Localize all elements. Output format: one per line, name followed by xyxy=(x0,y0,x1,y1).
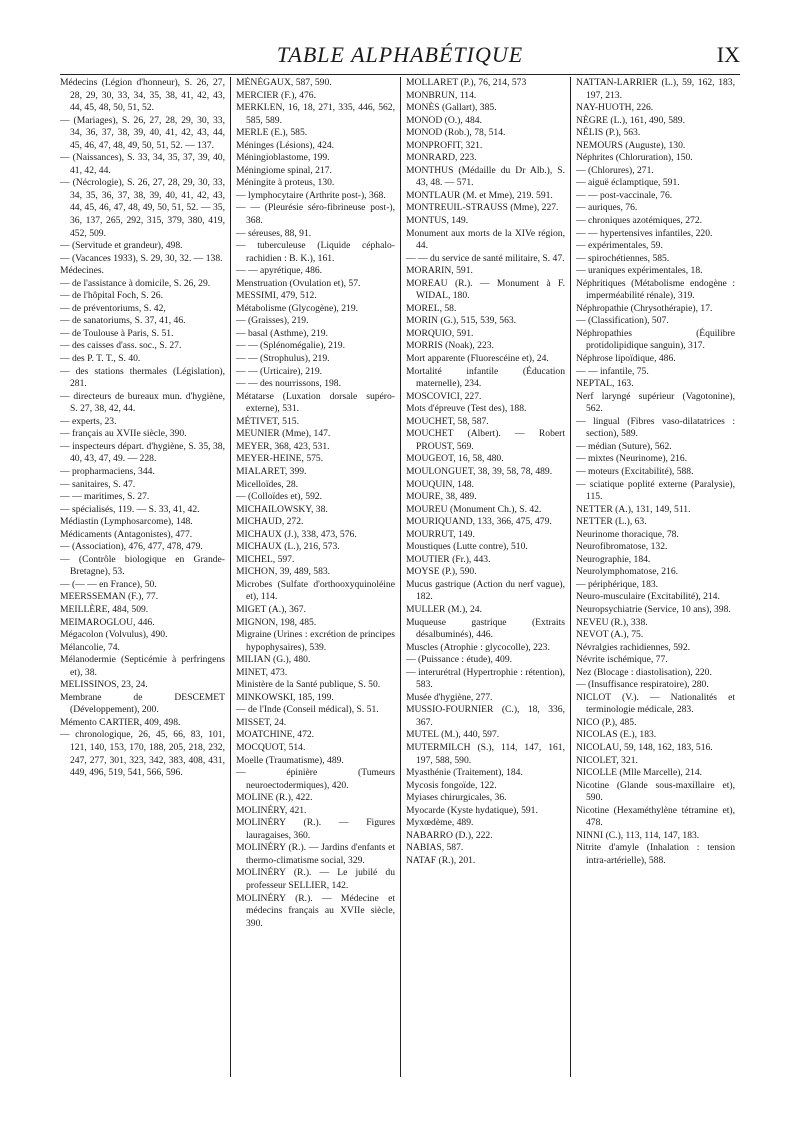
index-entry: Néphropathies (Équilibre protidolipidique sanguin), 317. xyxy=(576,327,735,352)
index-entry: — des caisses d'ass. soc., S. 27. xyxy=(60,340,182,352)
index-entry: MONRARD, 223. xyxy=(406,152,477,164)
index-entry: Myiases chirurgicales, 36. xyxy=(406,792,507,804)
index-entry: MERCIER (F.), 476. xyxy=(236,89,316,101)
index-entry: — de sanatoriums, S. 37, 41, 46. xyxy=(60,315,186,327)
index-entry: NICOLAS (E.), 183. xyxy=(576,729,657,741)
index-entry: — des stations thermales (Législation), 281. xyxy=(60,365,225,390)
index-entry: NICLOT (V.). — Nationalités et terminologie médicale, 283. xyxy=(576,691,735,716)
index-entry: MONOD (O.), 484. xyxy=(406,114,482,126)
index-entry: NÉLIS (P.), 563. xyxy=(576,127,641,139)
index-entry: Mélanodermie (Septicémie à perfringens et), 38. xyxy=(60,654,225,678)
index-entry: MICHAUX (L.), 216, 573. xyxy=(236,541,340,553)
index-entry: — (Classification), 507. xyxy=(576,315,669,327)
index-entry: — séreuses, 88, 91. xyxy=(236,227,312,239)
index-entry: — de l'hôpital Foch, S. 26. xyxy=(60,290,163,302)
index-entry: Neurinome thoracique, 78. xyxy=(576,528,679,540)
index-entry: MOREL, 58. xyxy=(406,302,457,314)
index-entry: NATAF (R.), 201. xyxy=(406,854,476,866)
header-rule xyxy=(60,74,740,75)
index-entry: MIGNON, 198, 485. xyxy=(236,616,317,628)
index-entry: Muscles (Atrophie : glycocolle), 223. xyxy=(406,641,550,653)
index-entry: — (Nécrologie), S. 26, 27, 28, 29, 30, 33, 34, 35, 36, 37, 38, 39, 40, 41, 42, 43, 44, 45, 46, 47, 48, 49, 50, 51, 52. — 35, 36, 137, 265, 292, 315, 379, 380, 419, 452, 509. xyxy=(60,177,225,239)
index-entry: Moustiques (Lutte contre), 510. xyxy=(406,541,528,553)
index-entry: — chronologique, 26, 45, 66, 83, 101, 121, 140, 153, 170, 188, 205, 218, 232, 247, 277, 301, 323, 342, 383, 408, 431, 449, 496, 519, 541, 566, 596. xyxy=(60,729,225,779)
index-entry: — (Insuffisance respiratoire), 280. xyxy=(576,679,709,691)
index-entry: NEPTAL, 163. xyxy=(576,378,634,390)
index-entry: — aiguë éclamptique, 591. xyxy=(576,177,680,189)
index-entry: — — des nourrissons, 198. xyxy=(236,378,341,390)
index-entry: — tuberculeuse (Liquide céphalo-rachidien : B. K.), 161. xyxy=(236,240,395,264)
index-entry: MOLINÉRY, 421. xyxy=(236,804,307,816)
index-columns xyxy=(60,77,740,1077)
index-entry: NATTAN-LARRIER (L.), 59, 162, 183, 197, 213. xyxy=(576,77,735,101)
index-entry: MONTREUIL-STRAUSS (Mme), 227. xyxy=(406,202,559,214)
index-entry: Ministère de la Santé publique, S. 50. xyxy=(236,679,381,691)
page-header xyxy=(60,42,740,72)
index-entry: — (Naissances), S. 33, 34, 35, 37, 39, 40, 41, 42, 44. xyxy=(60,152,225,176)
index-entry: — propharmaciens, 344. xyxy=(60,465,155,477)
index-entry: MEERSSEMAN (F.), 77. xyxy=(60,591,159,603)
index-entry: Nez (Blocage : diastolisation), 220. xyxy=(576,666,712,678)
index-entry: MUSSIO-FOURNIER (C.), 18, 336, 367. xyxy=(406,704,565,728)
index-entry: Méningite à proteus, 130. xyxy=(236,177,335,189)
index-entry: Néphrites (Chloruration), 150. xyxy=(576,152,693,164)
page-title: TABLE ALPHABÉTIQUE xyxy=(276,42,524,67)
index-entry: MOUREU (Monument Ch.), S. 42. xyxy=(406,503,542,515)
index-entry: MUTERMILCH (S.), 114, 147, 161, 197, 588, 590. xyxy=(406,741,565,766)
index-entry: NABARRO (D.), 222. xyxy=(406,829,493,841)
index-entry: MIALARET, 399. xyxy=(236,465,307,477)
index-entry: NICOLET, 321. xyxy=(576,754,638,766)
index-entry: Microbes (Sulfate d'orthooxyquinoléine et), 114. xyxy=(236,578,395,603)
index-entry: Moelle (Traumatisme), 489. xyxy=(236,754,344,766)
index-entry: — (Association), 476, 477, 478, 479. xyxy=(60,541,203,553)
index-entry: — — du service de santé militaire, S. 47. xyxy=(406,252,565,264)
index-entry: MONTUS, 149. xyxy=(406,215,469,227)
index-entry: Neurographie, 184. xyxy=(576,553,651,565)
index-entry: Métabolisme (Glycogène), 219. xyxy=(236,302,359,314)
index-entry: Membrane de DESCEMET (Développement), 200. xyxy=(60,691,225,716)
index-entry: MOLINÉRY (R.). — Figures lauragaises, 360. xyxy=(236,817,395,841)
index-entry: — expérimentales, 59. xyxy=(576,240,663,252)
index-entry: NÈGRE (L.), 161, 490, 589. xyxy=(576,114,685,126)
index-entry: MOLLARET (P.), 76, 214, 573 xyxy=(406,77,527,88)
index-entry: NINNI (C.), 113, 114, 147, 183. xyxy=(576,829,700,841)
index-entry: Musée d'hygiène, 277. xyxy=(406,691,493,703)
index-entry: MISSET, 24. xyxy=(236,716,287,728)
index-entry: NEVOT (A.), 75. xyxy=(576,629,644,641)
index-entry: MOYSE (P.), 590. xyxy=(406,566,477,578)
index-entry: Muqueuse gastrique (Extraits désalbuminés), 446. xyxy=(406,616,565,641)
index-entry: — lingual (Fibres vaso-dilatatrices : section), 589. xyxy=(576,415,735,440)
index-entry: MIGET (A.), 367. xyxy=(236,603,306,615)
index-entry: NICOLLE (Mlle Marcelle), 214. xyxy=(576,767,703,779)
index-entry: NAY-HUOTH, 226. xyxy=(576,102,654,114)
index-entry: — chroniques azotémiques, 272. xyxy=(576,215,703,227)
index-entry: — — (Pleurésie séro-fibrineuse post-), 368. xyxy=(236,202,395,227)
index-entry: NETTER (L.), 63. xyxy=(576,516,647,528)
index-entry: — (Mariages), S. 26, 27, 28, 29, 30, 33, 34, 36, 37, 38, 39, 40, 41, 42, 43, 44, 45, 46, 47, 48, 49, 50, 51, 52. — 137. xyxy=(60,114,225,151)
index-entry: Neurofibromatose, 132. xyxy=(576,541,668,553)
index-entry: NICO (P.), 485. xyxy=(576,716,637,728)
index-entry: — interurétral (Hypertrophie : rétention), 583. xyxy=(406,666,565,691)
index-entry: MOSCOVICI, 227. xyxy=(406,390,482,402)
index-entry: Myocarde (Kyste hydatique), 591. xyxy=(406,804,538,816)
index-entry: — — (Splénomégalie), 219. xyxy=(236,340,345,352)
index-entry: Neuro-musculaire (Excitabilité), 214. xyxy=(576,591,720,603)
index-entry: Néphritiques (Métabolisme endogène : imperméabilité rénale), 319. xyxy=(576,277,735,302)
index-entry: MOULONGUET, 38, 39, 58, 78, 489. xyxy=(406,465,553,477)
index-entry: MEYER-HEINE, 575. xyxy=(236,453,324,465)
index-entry: MICHON, 39, 489, 583. xyxy=(236,566,331,578)
index-entry: Mémento CARTIER, 409, 498. xyxy=(60,716,181,728)
index-entry: Méningioblastome, 199. xyxy=(236,152,330,164)
index-entry: MOURE, 38, 489. xyxy=(406,491,477,503)
index-entry: — (Servitude et grandeur), 498. xyxy=(60,240,183,252)
index-entry: Médicaments (Antagonistes), 477. xyxy=(60,528,193,540)
index-entry: — (Colloïdes et), 592. xyxy=(236,491,323,503)
index-entry: MOURRUT, 149. xyxy=(406,528,475,540)
index-entry: MONPROFIT, 321. xyxy=(406,139,483,151)
index-entry: — inspecteurs départ. d'hygiène, S. 35, 38, 40, 43, 47, 49. — 228. xyxy=(60,440,225,465)
index-entry: Méningiome spinal, 217. xyxy=(236,164,332,176)
index-entry: — sciatique poplité externe (Paralysie), 115. xyxy=(576,478,735,503)
index-entry: MICHEL, 597. xyxy=(236,553,295,565)
index-entry: MOLINÉRY (R.). — Le jubilé du professeur SELLIER, 142. xyxy=(236,867,395,891)
index-entry: — spirochétiennes, 585. xyxy=(576,252,670,264)
index-entry: — de préventoriums, S. 42, xyxy=(60,302,166,314)
index-entry: — experts, 23. xyxy=(60,415,117,427)
index-entry: — directeurs de bureaux mun. d'hygiène, S. 27, 38, 42, 44. xyxy=(60,390,225,415)
index-entry: — de l'Inde (Conseil médical), S. 51. xyxy=(236,704,379,716)
index-entry: — — (Strophulus), 219. xyxy=(236,353,330,365)
index-entry: NEMOURS (Auguste), 130. xyxy=(576,139,686,151)
index-entry: MEIMAROGLOU, 446. xyxy=(60,616,155,628)
index-entry: Néphrose lipoïdique, 486. xyxy=(576,353,676,365)
index-entry: MEILLÈRE, 484, 509. xyxy=(60,603,149,615)
index-entry: MERKLEN, 16, 18, 271, 335, 446, 562, 585, 589. xyxy=(236,102,395,126)
index-entry: MORARIN, 591. xyxy=(406,265,473,277)
index-entry: MICHAUD, 272. xyxy=(236,516,304,528)
index-entry: Mortalité infantile (Éducation maternelle), 234. xyxy=(406,365,565,390)
index-entry: — — (Urticaire), 219. xyxy=(236,365,323,377)
index-entry: MÉTIVET, 515. xyxy=(236,415,299,427)
index-entry: Nicotine (Hexaméthylène tétramine et), 478. xyxy=(576,804,735,829)
index-entry: — (Vacances 1933), S. 29, 30, 32. — 138. xyxy=(60,252,223,264)
index-entry: Monument aux morts de la XIVe région, 44. xyxy=(406,227,565,252)
index-column-3 xyxy=(400,77,570,1077)
index-entry: MICHAUX (J.), 338, 473, 576. xyxy=(236,528,357,540)
index-entry: — des P. T. T., S. 40. xyxy=(60,353,141,365)
index-entry: MULLER (M.), 24. xyxy=(406,603,482,615)
index-entry: — (Graisses), 219. xyxy=(236,315,309,327)
index-entry: Mycosis fongoïde, 122. xyxy=(406,779,497,791)
index-entry: — médian (Suture), 562. xyxy=(576,440,672,452)
index-entry: MOATCHINE, 472. xyxy=(236,729,315,741)
index-entry: MORQUIO, 591. xyxy=(406,327,474,339)
index-entry: MÉNÉGAUX, 587, 590. xyxy=(236,77,332,88)
index-entry: MOUTIER (Fr.), 443. xyxy=(406,553,491,565)
index-entry: NEVEU (R.), 338. xyxy=(576,616,648,628)
index-entry: Migraine (Urines : excrétion de principes hypophysaires), 539. xyxy=(236,629,395,653)
index-entry: Neurolymphomatose, 216. xyxy=(576,566,679,578)
index-entry: — — hypertensives infantiles, 220. xyxy=(576,227,713,239)
index-entry: MOUCHET, 58, 587. xyxy=(406,415,489,427)
index-entry: Myasthénie (Traitement), 184. xyxy=(406,767,523,779)
index-entry: — de Toulouse à Paris, S. 51. xyxy=(60,327,174,339)
index-entry: MONTLAUR (M. et Mme), 219. 591. xyxy=(406,189,553,201)
index-entry: Médecines. xyxy=(60,265,104,277)
index-entry: MICHAILOWSKY, 38. xyxy=(236,503,328,515)
index-entry: — français au XVIIe siècle, 390. xyxy=(60,428,187,440)
index-entry: Médiastin (Lymphosarcome), 148. xyxy=(60,516,193,528)
index-entry: Nicotine (Glande sous-maxillaire et), 590. xyxy=(576,779,735,804)
index-entry: — — apyrétique, 486. xyxy=(236,265,323,277)
index-entry: Mélancolie, 74. xyxy=(60,641,120,653)
index-entry: MORIN (G.), 515, 539, 563. xyxy=(406,315,517,327)
index-entry: MONTHUS (Médaille du Dr Alb.), S. 43, 48. — 571. xyxy=(406,164,565,189)
index-entry: Métatarse (Luxation dorsale supéro-externe), 531. xyxy=(236,390,395,415)
index-entry: MILIAN (G.), 480. xyxy=(236,654,311,666)
index-entry: MEYER, 368, 423, 531. xyxy=(236,440,330,452)
index-entry: MOREAU (R.). — Monument à F. WIDAL, 180. xyxy=(406,277,565,302)
index-entry: MORRIS (Noak), 223. xyxy=(406,340,494,352)
index-entry: Nitrite d'amyle (Inhalation : tension intra-artérielle), 588. xyxy=(576,842,735,866)
index-entry: MINKOWSKI, 185, 199. xyxy=(236,691,334,703)
index-entry: MESSIMI, 479, 512. xyxy=(236,290,317,302)
index-entry: — basal (Asthme), 219. xyxy=(236,327,328,339)
index-entry: Micelloïdes, 28. xyxy=(236,478,299,490)
index-entry: Mots d'épreuve (Test des), 188. xyxy=(406,403,527,415)
index-entry: Myxœdème, 489. xyxy=(406,817,474,829)
index-entry: — auriques, 76. xyxy=(576,202,638,214)
index-entry: — — infantile, 75. xyxy=(576,365,649,377)
index-entry: — périphérique, 183. xyxy=(576,578,659,590)
index-entry: Menstruation (Ovulation et), 57. xyxy=(236,277,361,289)
index-entry: Méninges (Lésions), 424. xyxy=(236,139,335,151)
index-entry: Mucus gastrique (Action du nerf vague), 182. xyxy=(406,578,565,603)
index-entry: MOUCHET (Albert). — Robert PROUST, 569. xyxy=(406,428,565,452)
index-entry: MOCQUOT, 514. xyxy=(236,741,306,753)
index-entry: MOLINE (R.), 422. xyxy=(236,792,313,804)
page-number: IX xyxy=(716,42,740,67)
index-entry: — épinière (Tumeurs neuroectodermiques), 420. xyxy=(236,767,395,791)
index-entry: MONÈS (Gallart), 385. xyxy=(406,102,497,114)
index-entry: NICOLAU, 59, 148, 162, 183, 516. xyxy=(576,741,713,753)
index-entry: Mort apparente (Fluorescéine et), 24. xyxy=(406,353,549,365)
index-entry: — (— — en France), 50. xyxy=(60,578,157,590)
index-entry: MEUNIER (Mme), 147. xyxy=(236,428,331,440)
index-entry: — mixtes (Neurinome), 216. xyxy=(576,453,688,465)
index-entry: MOURIQUAND, 133, 366, 475, 479. xyxy=(406,516,552,528)
index-entry: MONOD (Rob.), 78, 514. xyxy=(406,127,506,139)
index-entry: MONBRUN, 114. xyxy=(406,89,477,101)
index-column-1 xyxy=(60,77,230,1077)
index-entry: Névrite ischémique, 77. xyxy=(576,654,668,666)
index-entry: Neuropsychiatrie (Service, 10 ans), 398. xyxy=(576,603,731,615)
index-entry: MOUGEOT, 16, 58, 480. xyxy=(406,453,504,465)
index-entry: NABIAS, 587. xyxy=(406,842,464,854)
index-entry: — (Puissance : étude), 409. xyxy=(406,654,513,666)
index-entry: Néphropathie (Chrysothérapie), 17. xyxy=(576,302,713,314)
index-entry: — spécialisés, 119. — S. 33, 41, 42. xyxy=(60,503,200,515)
index-entry: — de l'assistance à domicile, S. 26, 29. xyxy=(60,277,211,289)
index-entry: MOUQUIN, 148. xyxy=(406,478,474,490)
index-entry: — sanitaires, S. 47. xyxy=(60,478,136,490)
index-entry: — — maritimes, S. 27. xyxy=(60,491,150,503)
index-entry: Médecins (Légion d'honneur), S. 26, 27, 28, 29, 30, 33, 34, 35, 38, 41, 42, 43, 44, 45, 48, 50, 51, 52. xyxy=(60,77,225,114)
index-entry: MELISSINOS, 23, 24. xyxy=(60,679,148,691)
index-entry: MERLE (E.), 585. xyxy=(236,127,308,139)
index-entry: Névralgies rachidiennes, 592. xyxy=(576,641,691,653)
index-entry: MUTEL (M.), 440, 597. xyxy=(406,729,500,741)
index-column-4 xyxy=(570,77,740,1077)
index-entry: — uraniques expérimentales, 18. xyxy=(576,265,703,277)
index-entry: Nerf laryngé supérieur (Vagotonine), 562. xyxy=(576,390,735,415)
index-entry: MINET, 473. xyxy=(236,666,288,678)
index-entry: — moteurs (Excitabilité), 588. xyxy=(576,465,694,477)
index-entry: MOLINÉRY (R.). — Jardins d'enfants et thermo-climatisme social, 329. xyxy=(236,842,395,866)
index-entry: Mégacolon (Volvulus), 490. xyxy=(60,629,168,641)
index-column-2 xyxy=(230,77,400,1077)
index-entry: — (Chlorures), 271. xyxy=(576,164,654,176)
index-entry: NETTER (A.), 131, 149, 511. xyxy=(576,503,691,515)
index-entry: — — post-vaccinale, 76. xyxy=(576,189,673,201)
index-entry: — lymphocytaire (Arthrite post-), 368. xyxy=(236,189,386,201)
index-entry: MOLINÉRY (R.). — Médecine et médecins français au XVIIe siècle, 390. xyxy=(236,892,395,929)
index-entry: — (Contrôle biologique en Grande-Bretagne), 53. xyxy=(60,553,225,578)
